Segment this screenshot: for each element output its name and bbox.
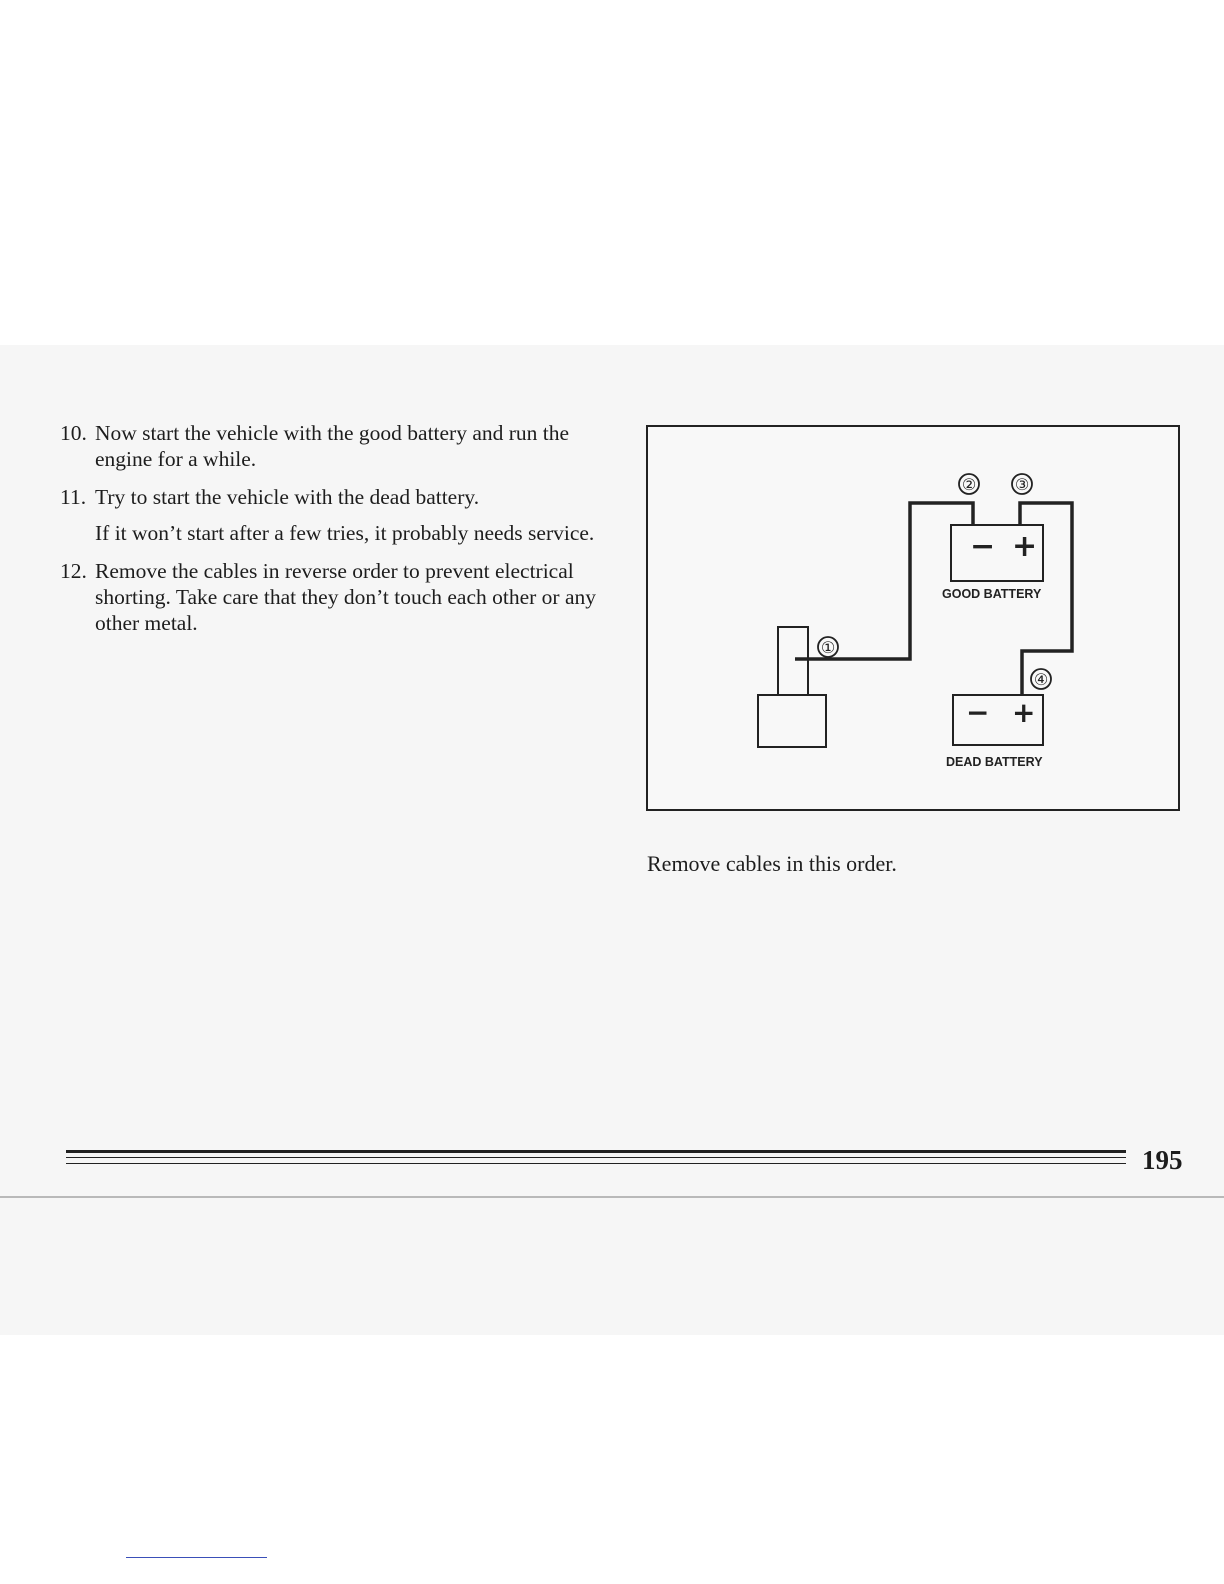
- step-number: 10.: [60, 421, 87, 445]
- footer-rule-line: [66, 1157, 1126, 1158]
- step-text: Try to start the vehicle with the dead battery.: [95, 485, 480, 509]
- good-battery-minus: −: [970, 529, 996, 564]
- step-number: 12.: [60, 559, 87, 583]
- decorative-underline: [126, 1557, 267, 1558]
- footer-rule: [66, 1150, 1126, 1170]
- marker-3: [1012, 474, 1032, 494]
- step-10: [60, 420, 600, 472]
- page-bottom-edge: [0, 1196, 1224, 1198]
- marker-1: [818, 637, 838, 657]
- good-battery-plus: +: [1012, 529, 1038, 564]
- footer-rule-line: [66, 1163, 1126, 1164]
- step-text: Remove the cables in reverse order to prevent electrical shorting. Take care that they don’t touch each other or any other metal.: [95, 559, 596, 635]
- instruction-steps: [60, 420, 600, 648]
- figure-caption: Remove cables in this order.: [647, 851, 897, 876]
- dead-battery-minus: −: [966, 696, 990, 729]
- cable-ground-to-good-negative: [795, 503, 973, 659]
- marker-2: [959, 474, 979, 494]
- step-11: [60, 484, 600, 546]
- svg-text:②: ②: [961, 475, 977, 494]
- footer-rule-line: [66, 1150, 1126, 1153]
- manual-page: [0, 345, 1224, 1335]
- step-note: If it won’t start after a few tries, it probably needs service.: [95, 521, 595, 545]
- good-battery-label: GOOD BATTERY: [942, 587, 1042, 601]
- step-number: 11.: [60, 485, 87, 509]
- cable-removal-diagram: [646, 425, 1180, 811]
- page-number: 195: [1142, 1145, 1183, 1175]
- svg-text:①: ①: [820, 638, 836, 657]
- diagram-svg: [648, 427, 1178, 809]
- step-text: Now start the vehicle with the good battery and run the engine for a while.: [95, 421, 570, 471]
- engine-ground-post: [778, 627, 808, 695]
- svg-text:③: ③: [1014, 475, 1030, 494]
- step-12: [60, 558, 600, 636]
- svg-text:④: ④: [1033, 670, 1049, 689]
- marker-4: [1031, 669, 1051, 689]
- engine-block: [758, 695, 826, 747]
- dead-battery-label: DEAD BATTERY: [946, 755, 1043, 769]
- dead-battery-plus: +: [1012, 696, 1036, 729]
